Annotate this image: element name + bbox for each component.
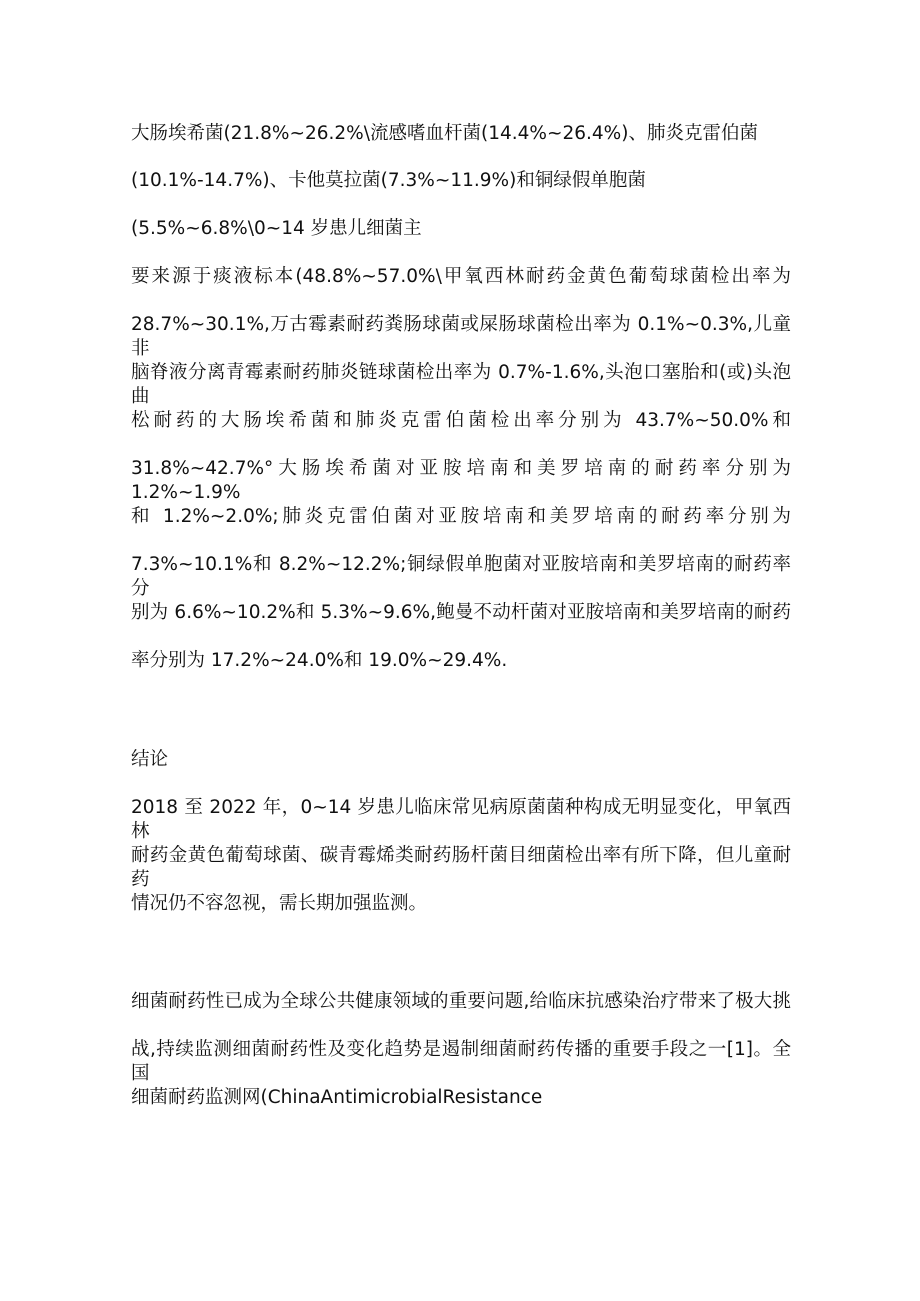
p1-line-9: 和 1.2%~2.0%;肺炎克雷伯菌对亚胺培南和美罗培南的耐药率分别为 xyxy=(131,506,791,527)
p1-line-5: 28.7%~30.1%,万古霉素耐药粪肠球菌或屎肠球菌检出率为 0.1%~0.3%,儿童非 xyxy=(131,314,791,359)
p3-line-1: 细菌耐药性已成为全球公共健康领域的重要问题,给临床抗感染治疗带来了极大挑 xyxy=(131,991,791,1012)
p1-line-10: 7.3%~10.1%和 8.2%~12.2%;铜绿假单胞菌对亚胺培南和美罗培南的耐药率分 xyxy=(131,554,791,599)
p3-line-2: 战,持续监测细菌耐药性及变化趋势是遏制细菌耐药传播的重要手段之一[1]。全国 xyxy=(131,1039,791,1084)
conclusion-heading: 结论 xyxy=(131,749,169,770)
p1-line-4: 要来源于痰液标本(48.8%~57.0%\甲氧西林耐药金黄色葡萄球菌检出率为 xyxy=(131,266,791,287)
p1-line-2: (10.1%-14.7%)、卡他莫拉菌(7.3%~11.9%)和铜绿假单胞菌 xyxy=(131,170,646,191)
p1-line-1: 大肠埃希菌(21.8%~26.2%\流感嗜血杆菌(14.4%~26.4%)、肺炎克雷伯菌 xyxy=(131,123,758,144)
p1-line-3: (5.5%~6.8%\0~14 岁患儿细菌主 xyxy=(131,218,422,239)
p1-line-6: 脑脊液分离青霉素耐药肺炎链球菌检出率为 0.7%-1.6%,头泡口塞胎和(或)头泡曲 xyxy=(131,362,791,407)
p1-line-7: 松耐药的大肠埃希菌和肺炎克雷伯菌检出率分别为 43.7%~50.0%和 xyxy=(131,410,791,431)
p3-line-3: 细菌耐药监测网(ChinaAntimicrobialResistance xyxy=(131,1087,543,1108)
conclusion-line-2: 耐药金黄色葡萄球菌、碳青霉烯类耐药肠杆菌目细菌检出率有所下降，但儿童耐药 xyxy=(131,845,791,890)
conclusion-line-1: 2018 至 2022 年，0~14 岁患儿临床常见病原菌菌种构成无明显变化，甲氧西林 xyxy=(131,797,791,842)
p1-line-12: 率分别为 17.2%~24.0%和 19.0%~29.4%. xyxy=(131,650,508,671)
conclusion-line-3: 情况仍不容忽视，需长期加强监测。 xyxy=(131,893,428,914)
p1-line-11: 别为 6.6%~10.2%和 5.3%~9.6%,鲍曼不动杆菌对亚胺培南和美罗培南的耐药 xyxy=(131,602,791,623)
p1-line-8: 31.8%~42.7%°大肠埃希菌对亚胺培南和美罗培南的耐药率分别为 1.2%~1.9% xyxy=(131,458,791,503)
